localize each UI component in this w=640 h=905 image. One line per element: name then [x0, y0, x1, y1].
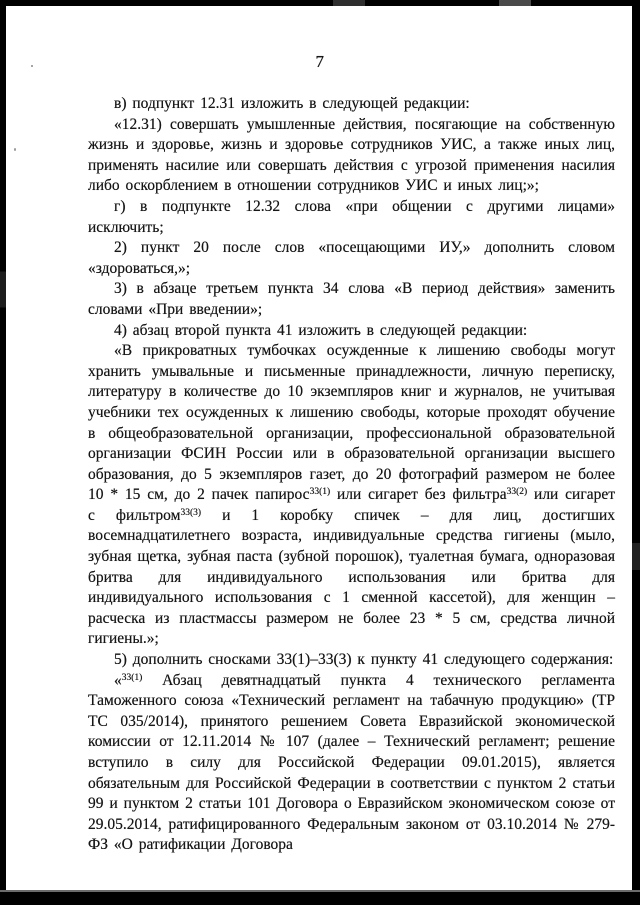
para-subitem-g-12-32: г) в подпункте 12.32 слова «при общении с другими лицами» исключить;: [88, 197, 615, 236]
para-text-segment: или сигарет без фильтра: [330, 486, 507, 504]
footnote-ref-33-3: 33(3): [180, 507, 202, 518]
para-text-segment: или сигарет с фильтром: [88, 486, 615, 524]
para-12-31-new-text: «12.31) совершать умышленные действия, посягающие на собственную жизнь и здоровье, жизнь и здоровье сотрудников УИС, а также иных лиц, применять насилие или совершать действия с угрозой применения насилия либо оскорблением в отношении сотрудников УИС и иных лиц;»;: [88, 115, 615, 195]
para-item-5-footnotes: 5) дополнить сносками 33(1)–33(3) к пункту 41 следующего содержания:: [114, 651, 614, 669]
scan-edge-right: [632, 0, 640, 905]
para-subitem-v-12-31: в) подпункт 12.31 изложить в следующей редакции:: [114, 95, 470, 112]
document-body: [88, 94, 615, 856]
para-text-segment: «: [114, 671, 122, 689]
footnote-ref-33-1: 33(1): [309, 487, 331, 498]
para-footnote-33-1-text: [88, 671, 615, 856]
para-item-3-point-34: 3) в абзаце третьем пункта 34 слова «В период действия» заменить словами «При введении»;: [88, 280, 615, 318]
footnote-ref-33-1: 33(1): [121, 672, 143, 683]
scan-edge-top: [0, 0, 640, 6]
scan-edge-left: [0, 0, 6, 905]
scan-edge-bottom: [0, 890, 640, 905]
para-point-41-second-paragraph: [88, 341, 615, 650]
footnote-ref-33-2: 33(2): [506, 487, 528, 498]
page-number: 7: [315, 52, 325, 71]
para-text-segment: «В прикроватных тумбочках осужденные к лишению свободы могут хранить умывальные и письменные принадлежности, личную переписку, литературу в количестве до 10 экземпляров книг и журналов, не учитывая учебники тех осужденных к лишению свободы, которые проходят обучение в общеобразовательной организации, профессиональной образовательной организации ФСИН России или в образовательной организации высшего образования, до 5 экземпляров газет, до 20 фотографий размером не более 10 * 15 см, до 2 пачек папирос: [88, 342, 615, 504]
para-text-segment: и 1 коробку спичек – для лиц, достигших восемнадцатилетнего возраста, индивидуальные средства гигиены (мыло, зубная щетка, зубная паста (зубной порошок), туалетная бумага, одноразовая бритва для индивидуального использования или бритва для индивидуального использования с 1 сменной кассетой), для женщин – расческа из пластмассы размером не более 23 * 5 см, средства личной гигиены.»;: [88, 506, 615, 648]
para-text-segment: Абзац девятнадцатый пункта 4 технического регламента Таможенного союза «Технический регламент на табачную продукцию» (ТР ТС 035/2014), принятого решением Совета Евразийской экономической комиссии от 12.11.2014 № 107 (далее – Технический регламент; решение вступило в силу для Российской Федерации 09.01.2015), является обязательным для Российской Федерации в соответствии с пунктом 2 статьи 99 и пунктом 2 статьи 101 Договора о Евразийском экономическом союзе от 29.05.2014, ратифицированного Федеральным законом от 03.10.2014 № 279-ФЗ «О ратификации Договора: [88, 671, 615, 854]
scan-speck: [14, 148, 16, 151]
para-item-2-point-20: 2) пункт 20 после слов «посещающими ИУ,» дополнить словом «здороваться,»;: [88, 239, 615, 277]
para-item-4-point-41: 4) абзац второй пункта 41 изложить в следующей редакции:: [114, 321, 528, 339]
